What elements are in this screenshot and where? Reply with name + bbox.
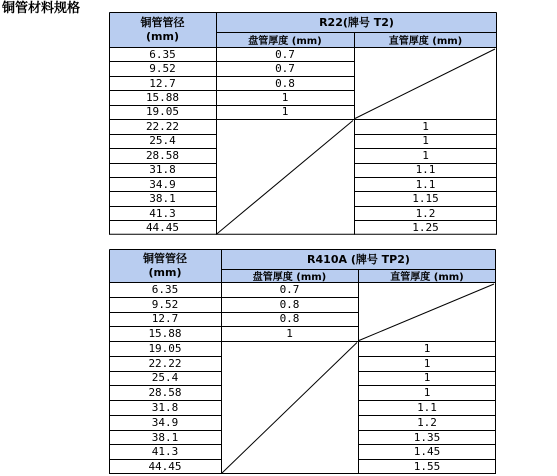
straight-thickness-cell: 1 <box>422 119 429 133</box>
coil-empty-diagonal <box>217 121 353 234</box>
coil-thickness-header: 盘管厚度 (mm) <box>248 36 322 47</box>
straight-thickness-cell: 1.2 <box>415 206 436 220</box>
diameter-cell: 34.9 <box>149 177 176 191</box>
straight-thickness-cell: 1.25 <box>412 220 439 234</box>
coil-thickness-cell: 0.7 <box>275 47 295 61</box>
diameter-header-title: 铜管管径 <box>143 251 187 265</box>
diameter-cell: 22.22 <box>145 119 180 133</box>
straight-thickness-cell: 1 <box>422 134 429 148</box>
diameter-cell: 31.8 <box>151 401 179 415</box>
coil-thickness-cell: 1 <box>286 327 293 341</box>
diameter-cell: 28.58 <box>148 386 182 400</box>
copper-tube-table-r410a <box>109 249 496 475</box>
straight-thickness-cell: 1 <box>423 341 431 355</box>
straight-thickness-cell: 1.1 <box>415 177 436 191</box>
coil-thickness-cell: 1 <box>281 91 289 105</box>
diameter-cell: 25.4 <box>149 134 176 148</box>
coil-thickness-cell: 0.8 <box>275 76 295 90</box>
straight-thickness-cell: 1 <box>423 371 431 385</box>
straight-empty-diagonal <box>359 284 494 341</box>
diameter-cell: 22.22 <box>148 356 182 370</box>
diameter-cell: 12.7 <box>149 76 176 90</box>
straight-empty-diagonal <box>355 49 495 119</box>
diameter-cell: 6.35 <box>151 282 179 296</box>
diameter-cell: 31.8 <box>149 163 176 177</box>
coil-thickness-header: 盘管厚度 (mm) <box>252 272 327 283</box>
diameter-cell: 44.45 <box>148 460 182 474</box>
diameter-header-unit: (mm) <box>146 29 179 43</box>
diameter-cell: 9.52 <box>149 62 176 76</box>
diameter-header-title: 铜管管径 <box>140 15 185 29</box>
diameter-cell: 25.4 <box>151 371 179 385</box>
straight-thickness-cell: 1.2 <box>417 415 437 429</box>
refrigerant-header: R22(牌号 T2) <box>319 16 394 29</box>
diameter-cell: 44.45 <box>145 220 180 234</box>
diameter-cell: 41.3 <box>149 206 176 220</box>
straight-thickness-header: 直管厚度 (mm) <box>388 36 463 47</box>
diameter-cell: 15.88 <box>145 91 180 105</box>
straight-thickness-cell: 1.35 <box>413 430 441 444</box>
copper-tube-table-r22 <box>109 12 497 236</box>
coil-thickness-cell: 0.8 <box>279 312 300 326</box>
page-title: 铜管材料规格 <box>2 1 81 16</box>
diameter-cell: 19.05 <box>145 105 180 119</box>
coil-empty-diagonal <box>222 343 357 474</box>
coil-thickness-cell: 0.7 <box>279 282 300 296</box>
diameter-cell: 38.1 <box>151 430 179 444</box>
coil-thickness-cell: 0.7 <box>275 62 295 76</box>
refrigerant-header: R410A (牌号 TP2) <box>307 253 410 266</box>
straight-thickness-cell: 1.45 <box>413 445 441 459</box>
straight-thickness-cell: 1.1 <box>415 163 436 177</box>
diameter-header <box>109 249 221 282</box>
straight-thickness-cell: 1 <box>422 148 429 162</box>
diameter-cell: 28.58 <box>145 148 180 162</box>
diameter-cell: 38.1 <box>149 192 176 206</box>
straight-thickness-header: 直管厚度 (mm) <box>390 272 464 283</box>
coil-thickness-cell: 0.8 <box>279 297 300 311</box>
straight-thickness-cell: 1.55 <box>413 460 441 474</box>
coil-thickness-cell: 1 <box>281 105 289 119</box>
diameter-cell: 9.52 <box>151 297 179 311</box>
diameter-cell: 12.7 <box>151 312 179 326</box>
diameter-cell: 6.35 <box>149 47 176 61</box>
straight-thickness-cell: 1.1 <box>417 401 437 415</box>
straight-thickness-cell: 1 <box>423 386 431 400</box>
diameter-cell: 34.9 <box>151 415 179 429</box>
diameter-cell: 15.88 <box>148 327 182 341</box>
diameter-cell: 41.3 <box>151 445 179 459</box>
straight-thickness-cell: 1 <box>423 356 431 370</box>
straight-thickness-cell: 1.15 <box>412 192 439 206</box>
diameter-cell: 19.05 <box>148 341 182 355</box>
diameter-header-unit: (mm) <box>148 265 182 279</box>
diameter-header <box>109 12 216 47</box>
